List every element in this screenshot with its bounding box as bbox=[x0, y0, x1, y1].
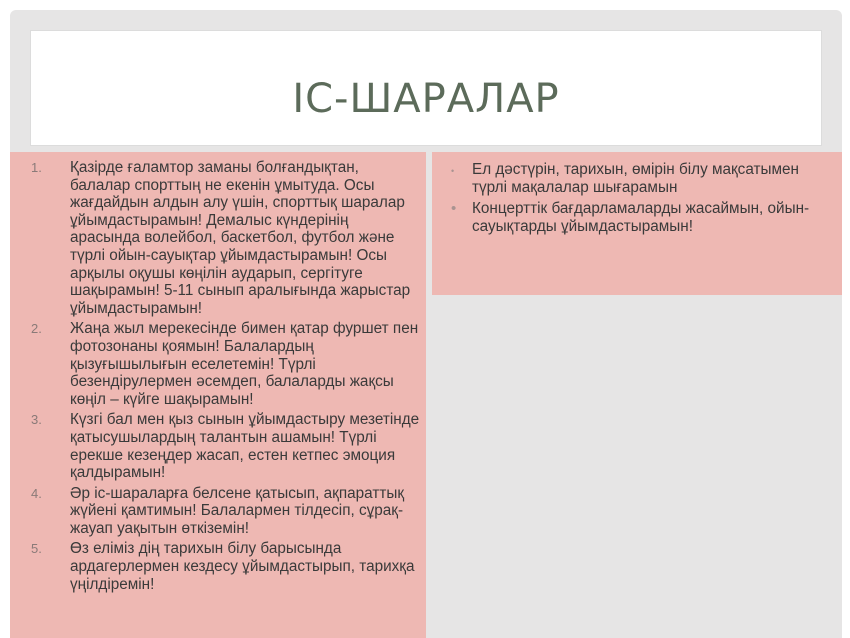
numbered-list bbox=[10, 152, 426, 593]
list-item-3 bbox=[10, 411, 426, 481]
bullet-icon: • bbox=[451, 166, 455, 176]
list-item-5 bbox=[10, 540, 426, 593]
list-item-2 bbox=[10, 320, 426, 408]
item-text: Өз еліміз дің тарихын білу барысында ардагерлермен кездесу ұйымдастырып, тарихқа үңілдіремін! bbox=[70, 540, 415, 593]
item-number: 2. bbox=[31, 321, 42, 337]
slide-title: ІС-ШАРАЛАР bbox=[292, 76, 560, 122]
item-text: Әр іс-шараларға белсене қатысып, ақпараттық жүйені қамтимын! Балалармен тілдесіп, сұрақ-жауап уақытын өткіземін! bbox=[70, 484, 405, 537]
item-text: Қазірде ғаламтор заманы болғандықтан, балалар спорттың не екенін ұмытуда. Осы жағдайдын алдын алу үшін, спорттық шаралар ұйымдастырамын! Демалыс күндерінің арасында волейбол, баскетбол, футбол және түрлі ойын-сауықтар ұйымдастырамын! Осы арқылы оқушы көңілін аударып, сергітуге шақырамын! 5-11 сынып аралығында жарыстар ұйымдастырамын! bbox=[70, 159, 411, 317]
list-item-4 bbox=[10, 485, 426, 538]
item-text: Күзгі бал мен қыз сынын ұйымдастыру мезетінде қатысушылардың талантын ашамын! Түрлі ерекше кезеңдер жасап, естен кетпес эмоция қалдырамын! bbox=[70, 411, 420, 482]
item-text: Жаңа жыл мерекесінде бимен қатар фуршет пен фотозонаны қоямын! Балалардың қызуғышылығын еселетемін! Түрлі безендірулермен әсемдеп, балаларды жақсы көңіл – күйге шақырамын! bbox=[70, 320, 419, 408]
item-text: Концерттік бағдарламаларды жасаймын, ойын-сауықтарды ұйымдастырамын! bbox=[472, 200, 810, 235]
slide bbox=[10, 10, 842, 638]
bullet-item-1 bbox=[432, 161, 842, 196]
list-item-1 bbox=[10, 159, 426, 317]
item-number: 3. bbox=[31, 412, 42, 428]
bullet-list bbox=[432, 152, 842, 235]
left-column bbox=[10, 152, 426, 638]
item-text: Ел дәстүрін, тарихын, өмірін білу мақсатымен түрлі мақалалар шығарамын bbox=[472, 161, 799, 196]
title-box bbox=[30, 30, 822, 146]
bullet-icon: • bbox=[451, 200, 457, 218]
right-column bbox=[432, 152, 842, 295]
item-number: 5. bbox=[31, 541, 42, 557]
item-number: 4. bbox=[31, 485, 42, 501]
bullet-item-2 bbox=[432, 200, 842, 235]
item-number: 1. bbox=[31, 160, 42, 175]
